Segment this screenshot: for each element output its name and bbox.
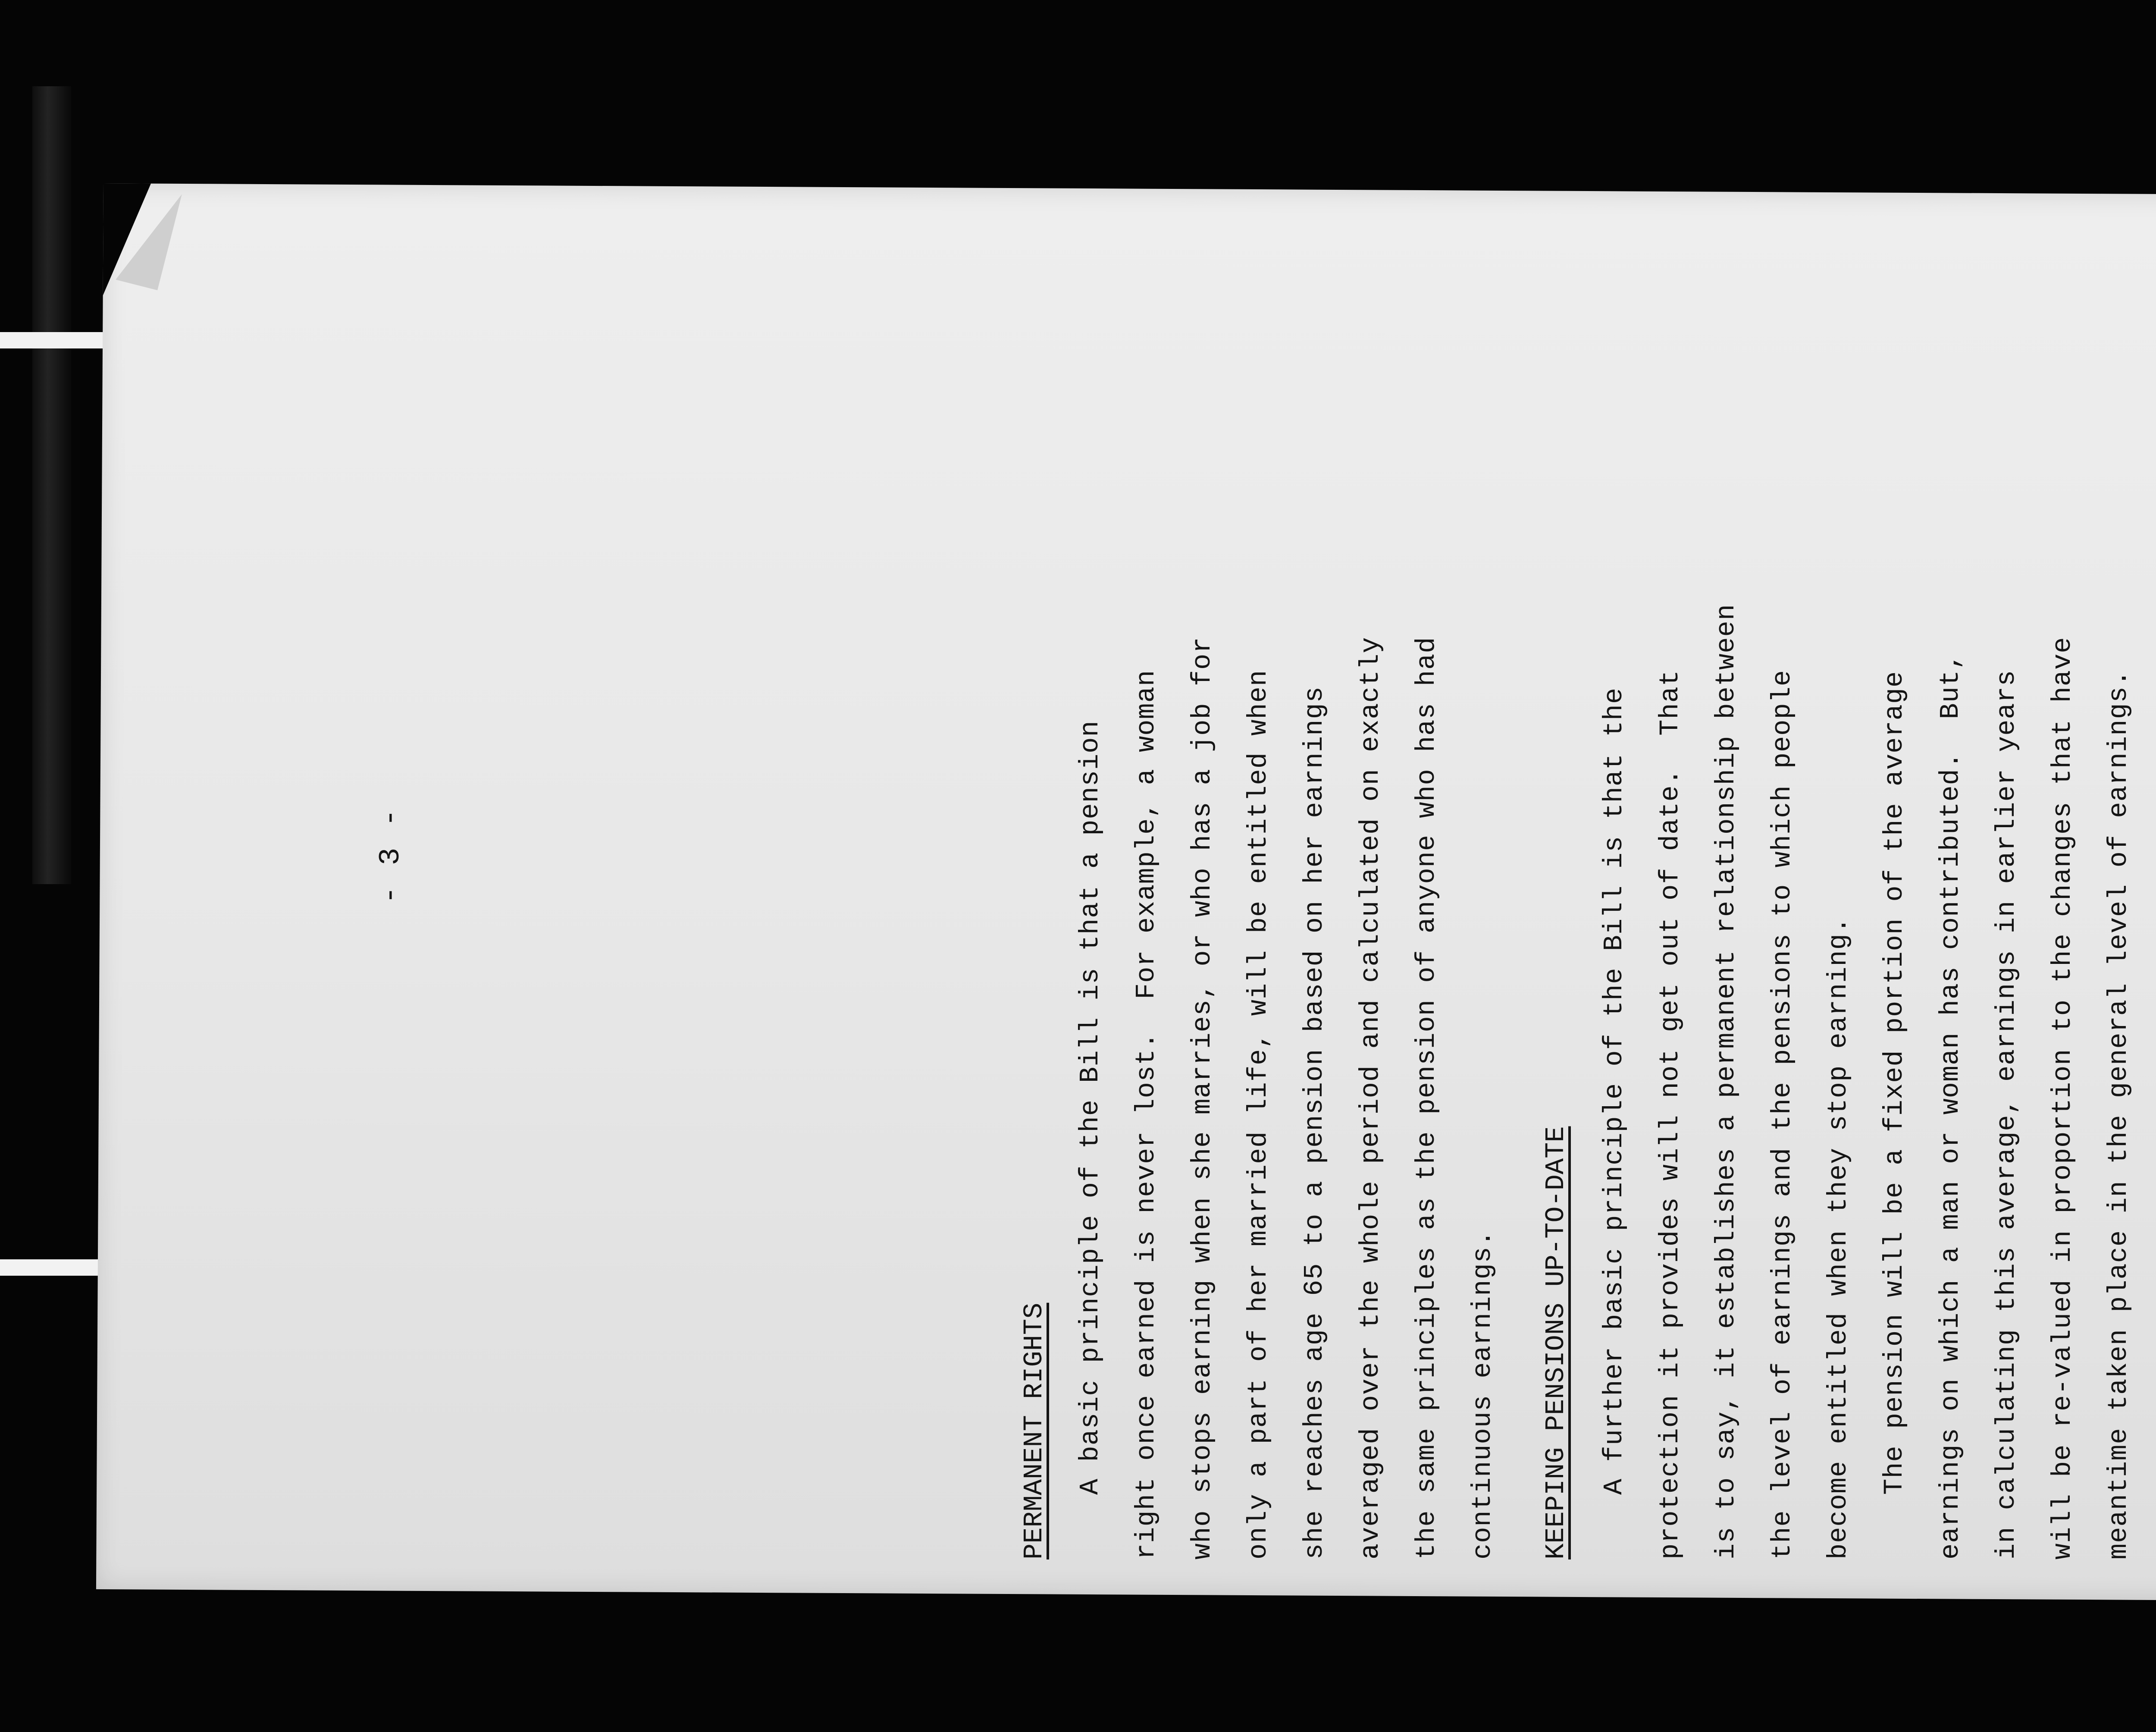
body-line: the level of earnings and the pensions to which people (1767, 669, 1798, 1559)
body-line: right once earned is never lost. For example, a woman (1131, 669, 1162, 1559)
body-line: will be re-valued in proportion to the changes that have (2047, 637, 2078, 1559)
body-line: protection it provides will not get out of date. That (1655, 669, 1686, 1559)
body-line: A further basic principle of the Bill is that the (1599, 687, 1630, 1495)
body-line: who stops earning when she marries, or who has a job for (1187, 637, 1218, 1559)
section-heading-permanent-rights: PERMANENT RIGHTS (1019, 1302, 1050, 1559)
body-line: continuous earnings. (1467, 1230, 1498, 1559)
body-line: A basic principle of the Bill is that a pension (1075, 720, 1106, 1495)
body-line: The pension will be a fixed portion of the average (1879, 671, 1910, 1495)
body-line: in calculating this average, earnings in earlier years (1991, 669, 2022, 1559)
section-heading-keeping-pensions-up-to-date: KEEPING PENSIONS UP-TO-DATE (1541, 1126, 1571, 1559)
body-line: is to say, it establishes a permanent relationship between (1711, 604, 1742, 1559)
page-number: - 3 - (374, 807, 407, 904)
body-line: become entitled when they stop earning. (1823, 916, 1854, 1559)
body-line: meantime taken place in the general level of earnings. (2103, 669, 2134, 1559)
body-line: the same principles as the pension of anyone who has had (1411, 637, 1442, 1559)
typewritten-text-rotated (301, 214, 2156, 1559)
body-line: earnings on which a man or woman has contributed. But, (1935, 653, 1966, 1559)
film-edge-shadow (32, 86, 71, 884)
body-line: averaged over the whole period and calculated on exactly (1355, 637, 1386, 1559)
body-line: only a part of her married life, will be entitled when (1243, 669, 1274, 1559)
body-line: she reaches age 65 to a pension based on her earnings (1299, 686, 1330, 1559)
